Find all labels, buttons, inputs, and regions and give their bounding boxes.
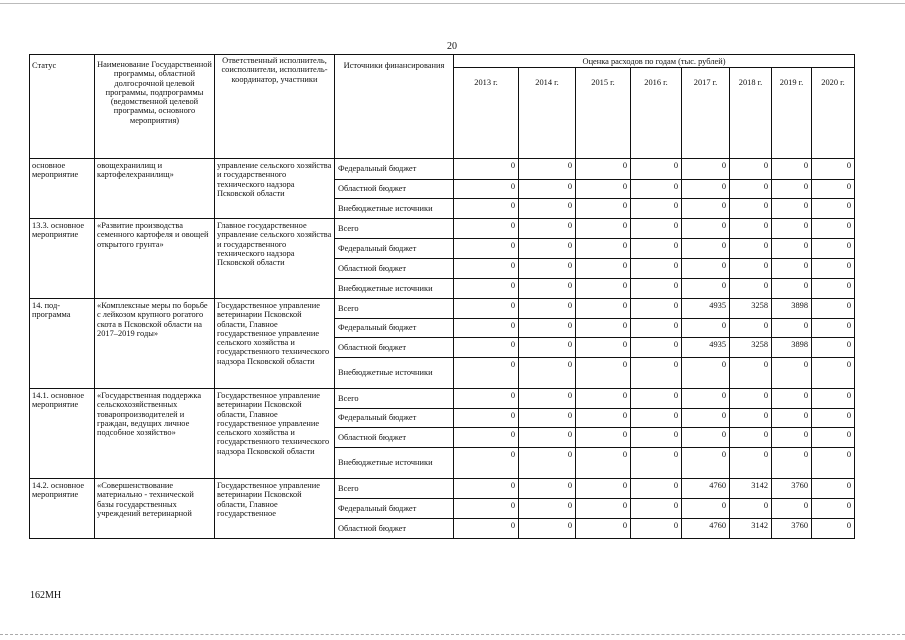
row-value: 0 <box>730 159 772 180</box>
row-value: 0 <box>454 338 519 358</box>
row-value: 0 <box>454 180 519 199</box>
row-value: 0 <box>519 159 576 180</box>
row-value: 3898 <box>772 299 812 319</box>
row-status: 14. под-программа <box>30 299 95 389</box>
row-value: 0 <box>772 279 812 299</box>
row-value: 0 <box>631 199 682 219</box>
row-value: 0 <box>682 259 730 279</box>
row-value: 0 <box>576 389 631 409</box>
row-value: 0 <box>454 279 519 299</box>
row-value: 0 <box>812 428 855 448</box>
row-value: 0 <box>812 319 855 338</box>
row-source: Областной бюджет <box>335 428 454 448</box>
row-source: Областной бюджет <box>335 338 454 358</box>
table-row <box>30 389 855 409</box>
header-year: 2015 г. <box>576 68 631 159</box>
row-value: 0 <box>454 409 519 428</box>
row-source: Внебюджетные источники <box>335 448 454 479</box>
row-responsible: Государственное управление ветеринарии Псковской области, Главное государственное управление сельского хозяйства и государственного технического надзора Псковской области <box>215 299 335 389</box>
row-value: 0 <box>682 199 730 219</box>
row-name: «Комплексные меры по борьбе с лейкозом крупного рогатого скота в Псковской области на 2017–2019 годы» <box>95 299 215 389</box>
row-value: 0 <box>576 499 631 519</box>
row-value: 0 <box>772 259 812 279</box>
row-value: 3760 <box>772 479 812 499</box>
row-value: 0 <box>682 389 730 409</box>
row-value: 0 <box>730 239 772 259</box>
row-value: 0 <box>812 259 855 279</box>
row-value: 0 <box>730 448 772 479</box>
row-value: 3898 <box>772 338 812 358</box>
row-value: 0 <box>454 428 519 448</box>
row-value: 0 <box>812 279 855 299</box>
row-value: 0 <box>519 319 576 338</box>
row-value: 0 <box>812 199 855 219</box>
row-name: «Развитие производства семенного картофеля и овощей открытого грунта» <box>95 219 215 299</box>
row-source: Всего <box>335 219 454 239</box>
row-value: 0 <box>519 239 576 259</box>
row-value: 4935 <box>682 299 730 319</box>
row-value: 0 <box>519 479 576 499</box>
row-value: 0 <box>812 358 855 389</box>
row-value: 0 <box>576 448 631 479</box>
row-value: 0 <box>454 299 519 319</box>
row-value: 0 <box>812 239 855 259</box>
header-year: 2016 г. <box>631 68 682 159</box>
row-source: Федеральный бюджет <box>335 499 454 519</box>
top-rule <box>0 3 905 4</box>
row-value: 0 <box>519 389 576 409</box>
table-row <box>30 299 855 319</box>
row-value: 0 <box>730 180 772 199</box>
row-value: 0 <box>631 299 682 319</box>
row-value: 0 <box>519 199 576 219</box>
row-value: 0 <box>682 239 730 259</box>
row-value: 0 <box>454 199 519 219</box>
row-value: 0 <box>519 448 576 479</box>
header-year: 2013 г. <box>454 68 519 159</box>
row-value: 0 <box>682 499 730 519</box>
row-value: 0 <box>519 180 576 199</box>
row-value: 0 <box>812 159 855 180</box>
header-sources: Источники финансирования <box>335 55 454 159</box>
row-value: 0 <box>772 358 812 389</box>
row-value: 0 <box>576 338 631 358</box>
row-value: 4935 <box>682 338 730 358</box>
row-value: 0 <box>682 319 730 338</box>
row-value: 0 <box>772 319 812 338</box>
row-responsible: Государственное управление ветеринарии Псковской области, Главное государственное управление сельского хозяйства и государственного технического надзора Псковской области <box>215 389 335 479</box>
row-value: 0 <box>730 428 772 448</box>
expenses-table <box>29 54 855 539</box>
row-value: 0 <box>730 499 772 519</box>
row-value: 0 <box>519 499 576 519</box>
row-value: 3258 <box>730 338 772 358</box>
row-value: 0 <box>631 479 682 499</box>
row-source: Всего <box>335 299 454 319</box>
row-name: «Совершенствование материально - технической базы государственных учреждений ветеринарной <box>95 479 215 539</box>
row-value: 0 <box>454 159 519 180</box>
row-value: 0 <box>631 499 682 519</box>
row-value: 0 <box>772 239 812 259</box>
row-value: 0 <box>519 428 576 448</box>
row-source: Федеральный бюджет <box>335 239 454 259</box>
row-value: 0 <box>454 389 519 409</box>
header-year: 2017 г. <box>682 68 730 159</box>
header-year: 2014 г. <box>519 68 576 159</box>
footer-code: 162МН <box>30 590 62 601</box>
row-source: Федеральный бюджет <box>335 409 454 428</box>
row-value: 3258 <box>730 299 772 319</box>
row-value: 0 <box>576 279 631 299</box>
row-value: 0 <box>519 338 576 358</box>
row-status: основное мероприятие <box>30 159 95 219</box>
row-value: 0 <box>454 519 519 539</box>
row-value: 0 <box>631 259 682 279</box>
row-value: 0 <box>682 279 730 299</box>
row-name: овощехранилищ и картофелехранилищ» <box>95 159 215 219</box>
row-value: 0 <box>772 159 812 180</box>
row-value: 0 <box>519 358 576 389</box>
row-value: 0 <box>682 428 730 448</box>
row-value: 0 <box>519 219 576 239</box>
row-value: 0 <box>730 279 772 299</box>
row-value: 0 <box>772 428 812 448</box>
row-value: 0 <box>631 279 682 299</box>
row-value: 0 <box>519 299 576 319</box>
row-value: 0 <box>576 259 631 279</box>
row-value: 0 <box>576 319 631 338</box>
row-value: 0 <box>682 180 730 199</box>
row-value: 0 <box>576 358 631 389</box>
row-value: 0 <box>631 519 682 539</box>
row-value: 0 <box>812 180 855 199</box>
row-value: 0 <box>454 239 519 259</box>
row-value: 0 <box>682 448 730 479</box>
row-value: 0 <box>576 428 631 448</box>
row-source: Областной бюджет <box>335 259 454 279</box>
row-value: 0 <box>812 389 855 409</box>
row-value: 0 <box>812 479 855 499</box>
row-value: 0 <box>730 409 772 428</box>
row-status: 13.3. основное мероприятие <box>30 219 95 299</box>
row-value: 0 <box>730 259 772 279</box>
row-value: 0 <box>812 448 855 479</box>
header-expenses: Оценка расходов по годам (тыс. рублей) <box>454 55 855 68</box>
row-value: 0 <box>454 319 519 338</box>
row-value: 0 <box>730 389 772 409</box>
row-value: 0 <box>631 409 682 428</box>
row-value: 0 <box>576 239 631 259</box>
row-value: 0 <box>682 219 730 239</box>
header-year: 2020 г. <box>812 68 855 159</box>
row-value: 0 <box>772 199 812 219</box>
row-source: Всего <box>335 389 454 409</box>
table-row <box>30 479 855 499</box>
row-name: «Государственная поддержка сельскохозяйственных товаропроизводителей и граждан, ведущих личное подсобное хозяйство» <box>95 389 215 479</box>
row-value: 0 <box>772 219 812 239</box>
row-value: 0 <box>631 338 682 358</box>
row-value: 0 <box>682 409 730 428</box>
row-value: 4760 <box>682 519 730 539</box>
row-value: 3142 <box>730 519 772 539</box>
bottom-rule <box>0 634 905 635</box>
row-value: 0 <box>812 299 855 319</box>
row-status: 14.2. основное мероприятие <box>30 479 95 539</box>
row-value: 0 <box>730 319 772 338</box>
row-value: 0 <box>812 219 855 239</box>
row-value: 0 <box>576 299 631 319</box>
header-year: 2019 г. <box>772 68 812 159</box>
row-value: 0 <box>631 448 682 479</box>
row-value: 0 <box>576 180 631 199</box>
row-value: 0 <box>682 358 730 389</box>
row-source: Внебюджетные источники <box>335 358 454 389</box>
row-value: 0 <box>812 499 855 519</box>
header-year: 2018 г. <box>730 68 772 159</box>
row-source: Областной бюджет <box>335 180 454 199</box>
row-responsible: управление сельского хозяйства и государственного технического надзора Псковской области <box>215 159 335 219</box>
row-value: 0 <box>576 199 631 219</box>
table-row <box>30 159 855 180</box>
row-value: 0 <box>772 499 812 519</box>
row-value: 0 <box>772 389 812 409</box>
row-value: 0 <box>576 159 631 180</box>
header-status: Статус <box>30 55 95 159</box>
row-value: 0 <box>631 239 682 259</box>
row-value: 0 <box>519 519 576 539</box>
row-value: 0 <box>812 519 855 539</box>
row-value: 0 <box>576 219 631 239</box>
table-row <box>30 219 855 239</box>
row-responsible: Главное государственное управление сельского хозяйства и государственного технического надзора Псковской области <box>215 219 335 299</box>
table-body <box>30 159 855 539</box>
row-source: Внебюджетные источники <box>335 199 454 219</box>
row-value: 0 <box>730 199 772 219</box>
row-source: Всего <box>335 479 454 499</box>
row-value: 0 <box>682 159 730 180</box>
row-value: 0 <box>576 409 631 428</box>
row-value: 0 <box>631 159 682 180</box>
row-value: 0 <box>576 479 631 499</box>
row-value: 0 <box>631 428 682 448</box>
row-value: 0 <box>631 358 682 389</box>
row-value: 0 <box>454 358 519 389</box>
row-source: Федеральный бюджет <box>335 159 454 180</box>
row-value: 0 <box>812 338 855 358</box>
row-value: 0 <box>519 409 576 428</box>
row-value: 0 <box>576 519 631 539</box>
row-responsible: Государственное управление ветеринарии Псковской области, Главное государственное <box>215 479 335 539</box>
row-status: 14.1. основное мероприятие <box>30 389 95 479</box>
row-value: 0 <box>631 389 682 409</box>
row-value: 3142 <box>730 479 772 499</box>
row-value: 0 <box>454 219 519 239</box>
row-source: Федеральный бюджет <box>335 319 454 338</box>
row-source: Областной бюджет <box>335 519 454 539</box>
row-value: 0 <box>631 180 682 199</box>
row-value: 0 <box>772 409 812 428</box>
row-source: Внебюджетные источники <box>335 279 454 299</box>
row-value: 0 <box>631 319 682 338</box>
row-value: 0 <box>812 409 855 428</box>
row-value: 0 <box>730 358 772 389</box>
row-value: 0 <box>772 180 812 199</box>
row-value: 0 <box>454 259 519 279</box>
row-value: 0 <box>454 479 519 499</box>
row-value: 0 <box>772 448 812 479</box>
row-value: 0 <box>631 219 682 239</box>
row-value: 0 <box>519 279 576 299</box>
row-value: 0 <box>519 259 576 279</box>
row-value: 3760 <box>772 519 812 539</box>
header-responsible: Ответственный исполнитель, соисполнители, исполнитель-координатор, участники <box>215 55 335 159</box>
page-number: 20 <box>447 41 457 52</box>
row-value: 0 <box>454 499 519 519</box>
row-value: 0 <box>730 219 772 239</box>
header-name: Наименование Государственной программы, областной долгосрочной целевой программы, подпрограммы (ведомственной целевой программы, основного мероприятия) <box>95 55 215 159</box>
row-value: 0 <box>454 448 519 479</box>
row-value: 4760 <box>682 479 730 499</box>
